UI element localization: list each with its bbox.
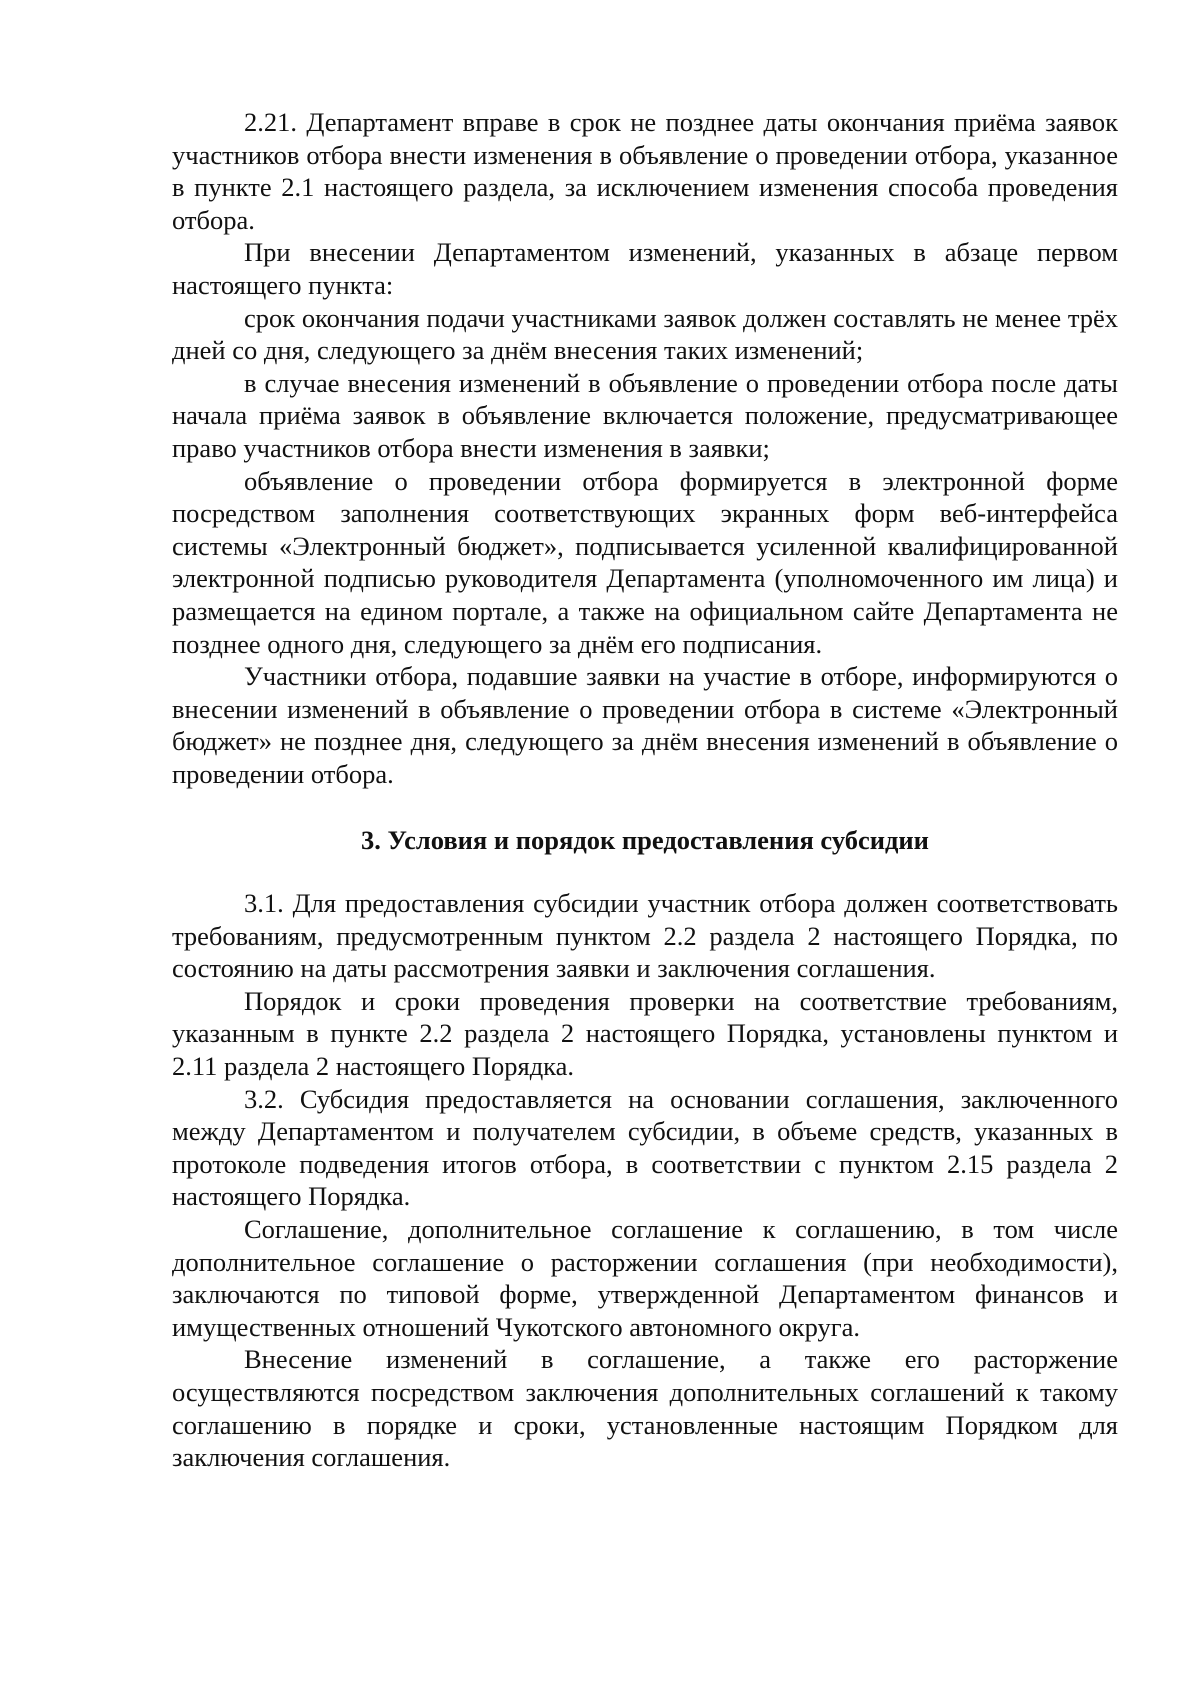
- paragraph-2-21: 2.21. Департамент вправе в срок не позднее даты окончания приёма заявок участников отбора внести изменения в объявление о проведении отбора, указанное в пункте 2.1 настоящего раздела, за исключением изменения способа проведения отбора.: [172, 107, 1118, 235]
- paragraph-electronic-form: объявление о проведении отбора формируется в электронной форме посредством заполнения соответствующих экранных форм веб-интерфейса системы «Электронный бюджет», подписывается усиленной квалифицированной электронной подписью руководителя Департамента (уполномоченного им лица) и размещается на едином портале, а также на официальном сайте Департамента не позднее одного дня, следующего за днём его подписания.: [172, 465, 1118, 659]
- paragraph-amendments: Внесение изменений в соглашение, а также его расторжение осуществляются посредством заключения дополнительных соглашений к такому соглашению в порядке и сроки, установленные настоящим Порядком для заключения соглашения.: [172, 1344, 1118, 1473]
- paragraph-3-1: 3.1. Для предоставления субсидии участник отбора должен соответствовать требованиям, предусмотренным пунктом 2.2 раздела 2 настоящего Порядка, по состоянию на даты рассмотрения заявки и заключения соглашения.: [172, 888, 1118, 984]
- paragraph-3-2: 3.2. Субсидия предоставляется на основании соглашения, заключенного между Департаментом и получателем субсидии, в объеме средств, указанных в протоколе подведения итогов отбора, в соответствии с пунктом 2.15 раздела 2 настоящего Порядка.: [172, 1083, 1118, 1212]
- paragraph-agreement-form: Соглашение, дополнительное соглашение к соглашению, в том числе дополнительное соглашение о расторжении соглашения (при необходимости), заключаются по типовой форме, утвержденной Департаментом финансов и имущественных отношений Чукотского автономного округа.: [172, 1214, 1118, 1342]
- paragraph-participants-informed: Участники отбора, подавшие заявки на участие в отборе, информируются о внесении изменений в объявление о проведении отбора в системе «Электронный бюджет» не позднее дня, следующего за днём внесения изменений в объявление о проведении отбора.: [172, 661, 1118, 789]
- section-3: [172, 887, 1118, 1474]
- section-2-continuation: [172, 106, 1118, 790]
- paragraph-after-start: в случае внесения изменений в объявление о проведении отбора после даты начала приёма заявок в объявление включается положение, предусматривающее право участников отбора внести изменения в заявки;: [172, 367, 1118, 463]
- section-3-heading: 3. Условия и порядок предоставления субсидии: [361, 825, 929, 856]
- document-page: [172, 106, 1118, 1474]
- paragraph-changes-intro: При внесении Департаментом изменений, указанных в абзаце первом настоящего пункта:: [172, 237, 1118, 300]
- paragraph-verification: Порядок и сроки проведения проверки на соответствие требованиям, указанным в пункте 2.2 раздела 2 настоящего Порядка, установлены пунктом и 2.11 раздела 2 настоящего Порядка.: [172, 985, 1118, 1082]
- paragraph-deadline: срок окончания подачи участниками заявок должен составлять не менее трёх дней со дня, следующего за днём внесения таких изменений;: [172, 302, 1118, 366]
